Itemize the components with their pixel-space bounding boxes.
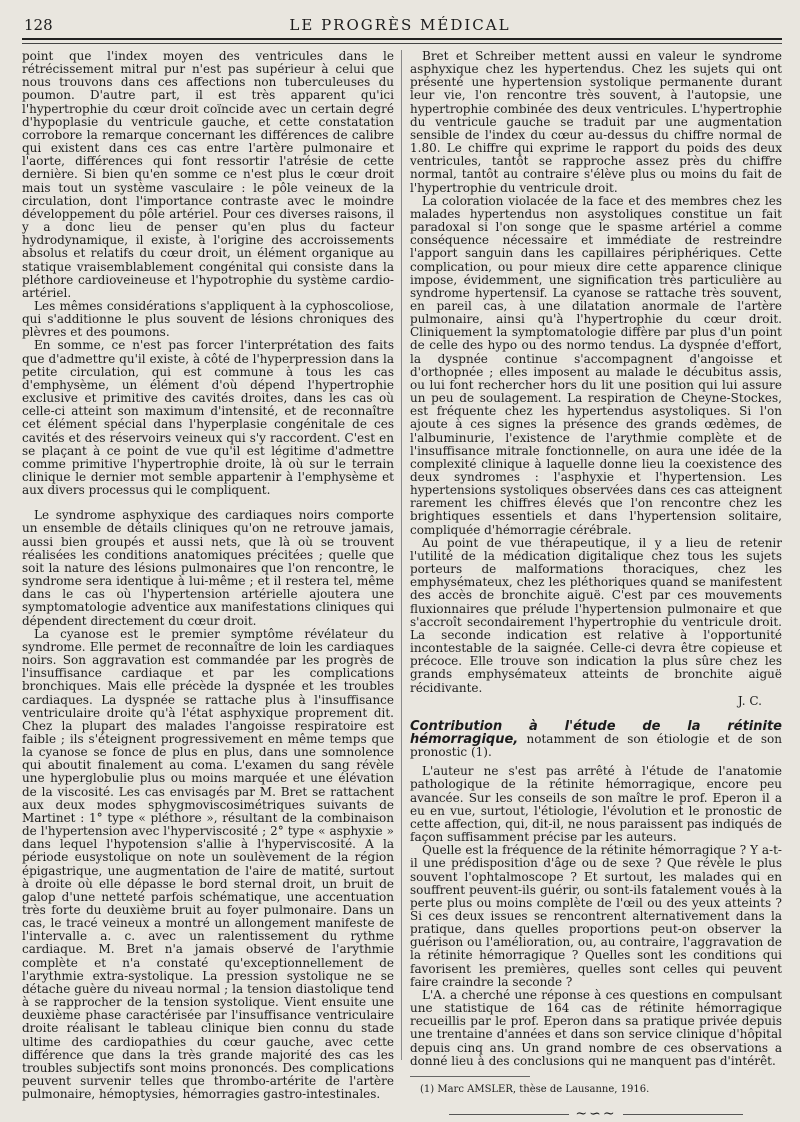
paragraph: En somme, ce n'est pas forcer l'interprétation des faits que d'admettre qu'il existe, à côté de l'hyperpression dans la petite circulation, qui est commune à tous les cas d'emphysème, un élément d'où dépend l'hypertrophie exclusive et primitive des cavités droites, dans les cas où celle-ci atteint son maximum d'intensité, et de reconnaître cet élément spécial dans l'hyperplasie congénitale de ces cavités et des réservoirs veineux qui s'y raccordent. C'est en se plaçant à ce point de vue qu'il est légitime d'admettre comme primitive l'hypertrophie droite, là où sur le terrain clinique le dernier mot semble appartenir à l'emphysème et aux divers processus qui le compliquent.	[22, 338, 394, 498]
header-rule-thin	[22, 43, 782, 44]
article-heading	[410, 720, 782, 759]
paragraph: La coloration violacée de la face et des membres chez les malades hypertendus non asystoliques constitue un fait paradoxal si l'on songe que le spasme artériel a comme conséquence nécessaire et immédiate de restreindre l'apport sanguin dans les capillaires périphériques. Cette complication, ou pour mieux dire cette apparence clinique impose, évidemment, une signification très particulière au syndrome hypertensif. La cyanose se rattache très souvent, en pareil cas, à une dilatation anormale de l'artère pulmonaire, ainsi qu'à l'hypertrophie du cœur droit. Cliniquement la symptomatologie diffère par plus d'un point de celle des hypo ou des normo tendus. La dyspnée d'effort, la dyspnée continue s'accompagnent d'angoisse et d'orthopnée ; elles imposent au malade le décubitus assis, ou lui font rechercher hors du lit une position qui lui assure un peu de soulagement. La respiration de Cheyne-Stockes, est fréquente chez les hypertendus asystoliques. Si l'on ajoute à ces signes la présence des grands œdèmes, de l'albuminurie, l'existence de l'arythmie complète et de l'insuffisance mitrale fonctionnelle, on aura une idée de la complexité clinique à laquelle donne lieu la coexistence des deux syndromes : l'asphyxie et l'hypertension. Les hypertensions systoliques observées dans ces cas atteignent rarement les chiffres élevés que l'on rencontre chez les brightiques essentiels et dans l'hypertension solitaire, compliquée d'hémorragie cérébrale.	[410, 193, 782, 537]
page-number: 128	[24, 16, 53, 34]
paragraph: Les mêmes considérations s'appliquent à la cyphoscoliose, qui s'additionne le plus souvent de lésions chroniques des plèvres et des poumons.	[22, 298, 394, 340]
paragraph: Quelle est la fréquence de la rétinite hémorragique ? Y a-t-il une prédisposition d'âge ou de sexe ? Que révèle le plus souvent l'ophtalmoscope ? Et surtout, les malades qui en souffrent peuvent-ils guérir, ou sont-ils fatalement voués à la perte plus ou moins complète de l'œil ou des yeux atteints ? Si ces deux issues se rencontrent alternativement dans la pratique, dans quelles proportions peut-on observer la guérison ou l'amélioration, ou, au contraire, l'aggravation de la rétinite hémorragique ? Quelles sont les conditions qui favorisent les premières, quelles sont celles qui peuvent faire craindre la seconde ?	[410, 843, 782, 989]
ornament	[410, 1108, 782, 1121]
footnote-rule	[410, 1076, 530, 1077]
paragraph: L'auteur ne s'est pas arrêté à l'étude de l'anatomie pathologique de la rétinite hémorragique, encore peu avancée. Sur les conseils de son maître le prof. Eperon il a eu en vue, surtout, l'étiologie, l'évolution et le pronostic de cette affection, qui, dit-il, ne nous paraissent pas indiqués de façon suffisamment précise par les auteurs.	[410, 764, 782, 845]
paragraph: L'A. a cherché une réponse à ces questions en compulsant une statistique de 164 cas de rétinite hémorragique recueillis par le prof. Eperon dans sa pratique privée depuis une trentaine d'années et dans son service clinique d'hôpital depuis cinq ans. Un grand nombre de ces observations a donné lieu à des conclusions qui ne manquent pas d'intérêt.	[410, 987, 782, 1068]
right-column	[410, 50, 782, 1121]
column-divider	[401, 50, 402, 1060]
paragraph: Au point de vue thérapeutique, il y a lieu de retenir l'utilité de la médication digitalique chez tous les sujets porteurs de malformations thoraciques, chez les emphysémateux, chez les pléthoriques quand se manifestent des accès de bronchite aiguë. C'est par ces mouvements fluxionnaires que prélude l'hypertension pulmonaire et que s'accroît secondairement l'hypertrophie du ventricule droit. La seconde indication est relative à l'opportunité incontestable de la saignée. Celle-ci devra être copieuse et précoce. Elle trouve son indication la plus sûre chez les grands emphysémateux atteints de bronchite aiguë récidivante.	[410, 535, 782, 695]
paragraph: La cyanose est le premier symptôme révélateur du syndrome. Elle permet de reconnaître de loin les cardiaques noirs. Son aggravation est commandée par les progrès de l'insuffisance cardiaque et par les complications bronchiques. Mais elle précède la dyspnée et les troubles cardiaques. La dyspnée se rattache plus à l'insuffisance ventriculaire droite qu'à l'état asphyxique proprement dit. Chez la plupart des malades l'angoisse respiratoire est faible ; ils s'éteignent progressivement en même temps que la cyanose se fonce de plus en plus, dans une somnolence qui aboutit finalement au coma. L'examen du sang révèle une hyperglobulie plus ou moins marquée et une élévation de la viscosité. Les cas envisagés par M. Bret se rattachent aux deux modes sphygmoviscosimétriques suivants de Martinet : 1° type « pléthore », résultant de la combinaison de l'hypertension avec l'hyperviscosité ; 2° type « asphyxie » dans lequel l'hypotension s'allie à l'hyperviscosité. A la période eusystolique on note un soulèvement de la région épigastrique, une augmentation de l'aire de matité, surtout à droite où elle dépasse le bord sternal droit, un bruit de galop d'une netteté parfois schématique, une accentuation très forte du deuxième bruit au foyer pulmonaire. Dans un cas, le tracé veineux a montré un allongement manifeste de l'intervalle a. c. avec un ralentissement du rythme cardiaque. M. Bret n'a jamais observé de l'arythmie complète et n'a constaté qu'exceptionnellement de l'arythmie extra-systolique. La pression systolique ne se détache guère du niveau normal ; la tension diastolique tend à se rapprocher de la tension systolique. Vient ensuite une deuxième phase caractérisée par l'insuffisance ventriculaire droite réalisant le tableau clinique bien connu du stade ultime des cardiopathies du cœur gauche, avec cette différence que dans la très grande majorité des cas les troubles subjectifs sont moins prononcés. Des complications peuvent survenir telles que thrombo-artérite de l'artère pulmonaire, hémoptysies, hémorragies gastro-intestinales.	[22, 626, 394, 1102]
journal-title: LE PROGRÈS MÉDICAL	[289, 16, 511, 34]
article-title: Contribution à l'étude de la rétinite hémorragique,	[410, 718, 782, 747]
article-subtitle: notamment de son étiologie et de son pronostic (1).	[410, 731, 782, 760]
paragraph: Le syndrome asphyxique des cardiaques noirs comporte un ensemble de détails cliniques qu'on ne retrouve jamais, aussi bien groupés et aussi nets, que là où se trouvent réalisées les conditions anatomiques précitées ; quelle que soit la nature des lésions pulmonaires que l'on rencontre, le syndrome sera identique à lui-même ; et il restera tel, même dans le cas où l'hypertension artérielle ajoutera une symptomatologie adventice aux manifestations cliniques qui dépendent directement du cœur droit.	[22, 508, 394, 628]
paragraph: point que l'index moyen des ventricules dans le rétrécissement mitral pur n'est pas supérieur à celui que nous trouvons dans ces affections non tuberculeuses du poumon. D'autre part, il est très apparent qu'ici l'hypertrophie du cœur droit coïncide avec un certain degré d'hypoplasie du ventricule gauche, et cette constatation corrobore la remarque concernant les différences de calibre qui existent dans ces cas entre l'artère pulmonaire et l'aorte, différences qui font ressortir l'atrésie de cette dernière. Si bien qu'en somme ce n'est plus le cœur droit mais tout un système vasculaire : le pôle veineux de la circulation, dont l'importance contraste avec le moindre développement du pôle artériel. Pour ces diverses raisons, il y a donc lieu de penser qu'en plus du facteur hydrodynamique, il existe, à l'origine des accroissements absolus et relatifs du cœur droit, un élément organique au statique vraisemblablement congénital qui consiste dans la pléthore cardioveineuse et l'hypotrophie du système cardio-artériel.	[22, 49, 394, 300]
header-rule	[22, 38, 782, 40]
signature: J. C.	[737, 693, 762, 708]
page-header	[0, 14, 800, 36]
paragraph: Bret et Schreiber mettent aussi en valeur le syndrome asphyxique chez les hypertendus. Chez les sujets qui ont présenté une hypertension systolique permanente durant leur vie, l'on rencontre très souvent, à l'autopsie, une hypertrophie combinée des deux ventricules. L'hypertrophie du ventricule gauche se traduit par une augmentation sensible de l'index du cœur au-dessus du chiffre normal de 1.80. Le chiffre qui exprime le rapport du poids des deux ventricules, tantôt se rapproche assez près du chiffre normal, tantôt au contraire s'élève plus ou moins du fait de l'hypertrophie du ventricule droit.	[410, 49, 782, 195]
left-column	[22, 50, 394, 1101]
ornament-glyph: ~∽~	[575, 1106, 617, 1122]
footnote: (1) Marc AMSLER, thèse de Lausanne, 1916.	[420, 1083, 650, 1095]
